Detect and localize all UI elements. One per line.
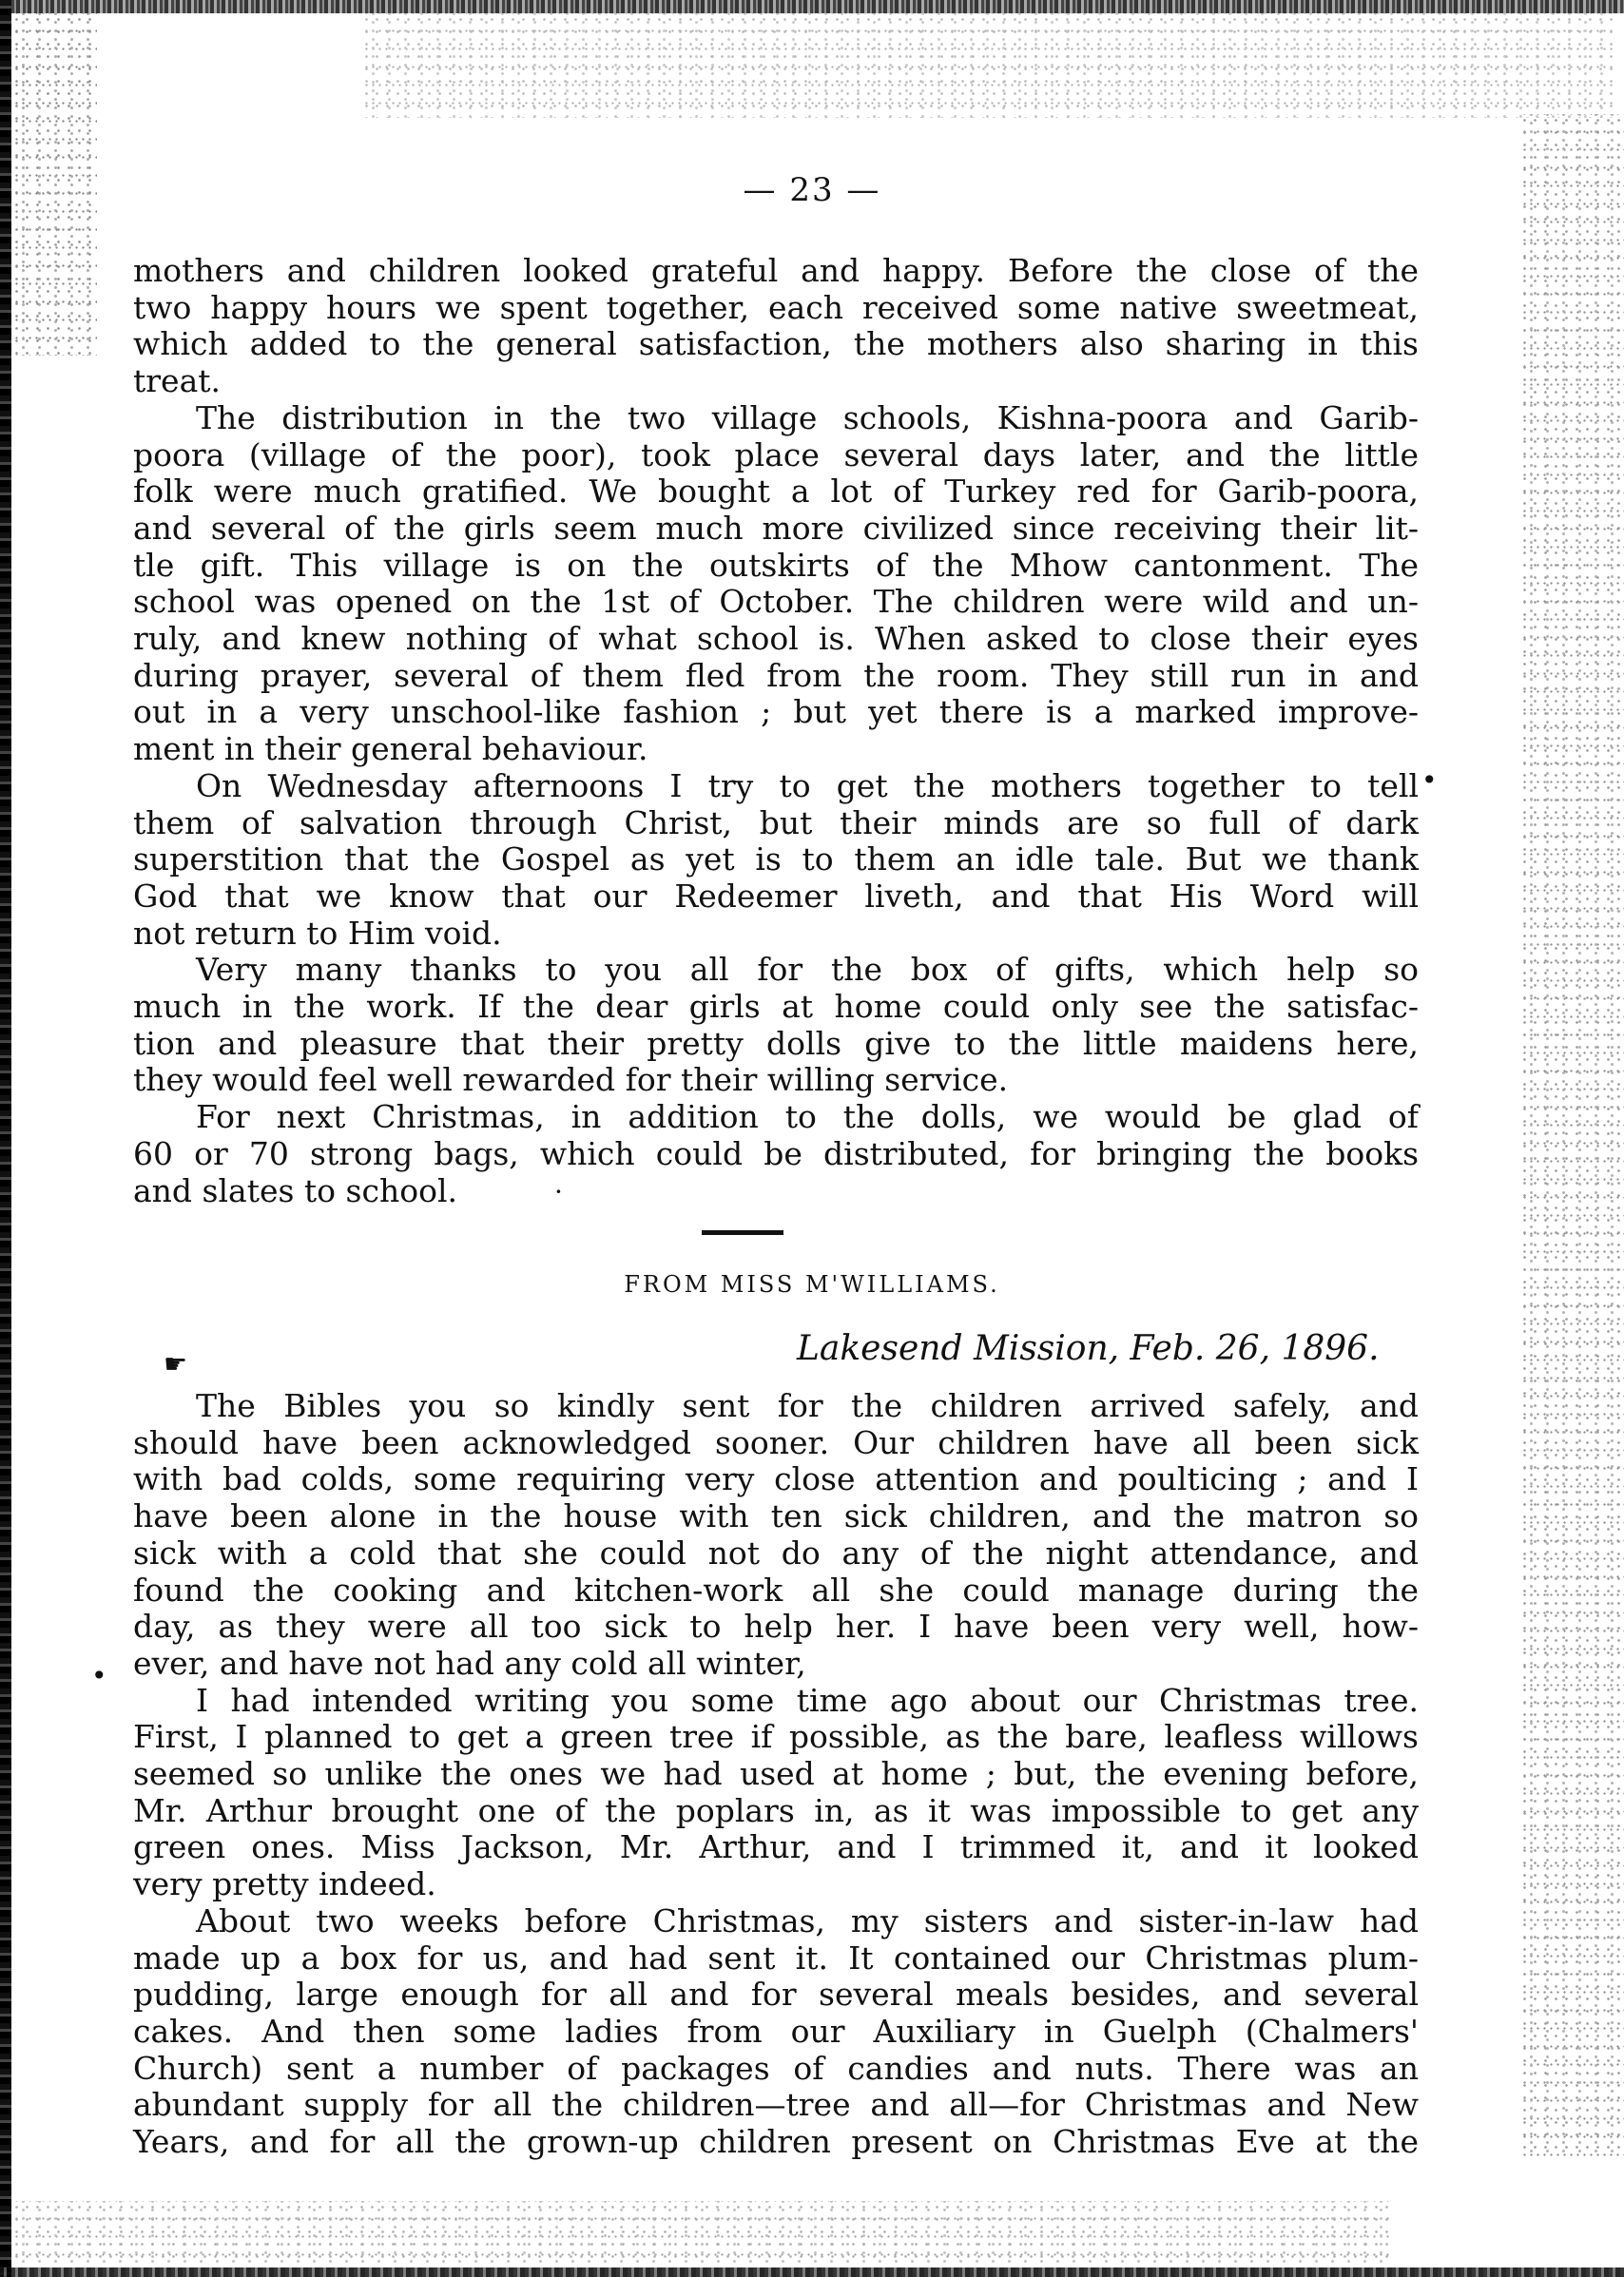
text-line: ever, and have not had any cold all winter, bbox=[133, 1644, 806, 1682]
text-line: them of salvation through Christ, but their minds are so full of dark bbox=[133, 803, 1419, 841]
text-line: much in the work. If the dear girls at home could only see the satisfac- bbox=[133, 988, 1419, 1026]
letter-body bbox=[133, 1388, 1419, 2161]
paragraph bbox=[133, 768, 1419, 953]
text-line: with bad colds, some requiring very close attention and poulticing ; and I bbox=[133, 1460, 1419, 1498]
letter-dateline: Lakesend Mission, Feb. 26, 1896. bbox=[797, 1329, 1380, 1368]
letter-body-continued bbox=[133, 253, 1419, 1209]
scan-noise-right bbox=[1519, 114, 1624, 2158]
text-line: out in a very unschool-like fashion ; but yet there is a marked improve- bbox=[133, 693, 1419, 731]
text-line: and several of the girls seem much more civilized since receiving their lit- bbox=[133, 509, 1419, 547]
text-line: should have been acknowledged sooner. Our children have all been sick bbox=[133, 1423, 1419, 1461]
text-line: Church) sent a number of packages of candies and nuts. There was an bbox=[133, 2049, 1419, 2087]
text-line: during prayer, several of them fled from the room. They still run in and bbox=[133, 656, 1419, 694]
paragraph bbox=[133, 952, 1419, 1099]
scan-edge-top bbox=[0, 0, 1624, 13]
text-line: ruly, and knew nothing of what school is. When asked to close their eyes bbox=[133, 620, 1419, 658]
section-heading: FROM MISS M'WILLIAMS. bbox=[624, 1271, 1000, 1298]
text-line: school was opened on the 1st of October. The children were wild and un- bbox=[133, 583, 1419, 621]
text-line: treat. bbox=[133, 362, 221, 400]
text-line: superstition that the Gospel as yet is to them an idle tale. But we thank bbox=[133, 840, 1419, 878]
paragraph bbox=[133, 400, 1419, 768]
text-line: Years, and for all the grown-up children present on Christmas Eve at the bbox=[133, 2123, 1419, 2161]
scan-edge-left bbox=[0, 0, 11, 2277]
text-line: sick with a cold that she could not do any of the night attendance, and bbox=[133, 1534, 1419, 1572]
paragraph bbox=[133, 1903, 1419, 2161]
section-divider bbox=[702, 1230, 783, 1235]
text-line: found the cooking and kitchen-work all she could manage during the bbox=[133, 1571, 1419, 1609]
text-line: I had intended writing you some time ago about our Christmas tree. bbox=[196, 1681, 1419, 1719]
text-line: First, I planned to get a green tree if possible, as the bare, leafless willows bbox=[133, 1718, 1419, 1756]
print-speck: • bbox=[91, 1660, 107, 1691]
text-line: not return to Him void. bbox=[133, 914, 502, 952]
text-line: they would feel well rewarded for their willing service. bbox=[133, 1061, 1009, 1099]
paragraph bbox=[133, 1683, 1419, 1903]
print-speck: • bbox=[1421, 764, 1438, 796]
text-line: poora (village of the poor), took place several days later, and the little bbox=[133, 435, 1419, 473]
text-line: and slates to school. bbox=[133, 1171, 457, 1209]
scan-noise-bottom bbox=[11, 2201, 1390, 2267]
text-line: which added to the general satisfaction, the mothers also sharing in this bbox=[133, 325, 1419, 363]
pointing-hand-icon: ☛ bbox=[164, 1348, 188, 1380]
print-speck: · bbox=[554, 1176, 563, 1207]
text-line: green ones. Miss Jackson, Mr. Arthur, and I trimmed it, and it looked bbox=[133, 1828, 1419, 1866]
scan-edge-bottom bbox=[0, 2267, 1624, 2277]
text-line: About two weeks before Christmas, my sisters and sister-in-law had bbox=[196, 1901, 1419, 1939]
text-line: pudding, large enough for all and for several meals besides, and several bbox=[133, 1976, 1419, 2014]
page-number: — 23 — bbox=[743, 171, 881, 209]
text-line: day, as they were all too sick to help her. I have been very well, how- bbox=[133, 1608, 1419, 1646]
text-line: very pretty indeed. bbox=[133, 1865, 436, 1903]
scan-noise-top bbox=[361, 13, 1616, 118]
text-line: abundant supply for all the children—tree and all—for Christmas and New bbox=[133, 2086, 1419, 2124]
text-line: tion and pleasure that their pretty dolls give to the little maidens here, bbox=[133, 1024, 1419, 1062]
paragraph bbox=[133, 1388, 1419, 1683]
text-line: seemed so unlike the ones we had used at home ; but, the evening before, bbox=[133, 1755, 1419, 1793]
text-line: mothers and children looked grateful and happy. Before the close of the bbox=[133, 252, 1419, 289]
text-line: have been alone in the house with ten sick children, and the matron so bbox=[133, 1497, 1419, 1535]
text-line: ment in their general behaviour. bbox=[133, 730, 648, 768]
text-line: For next Christmas, in addition to the dolls, we would be glad of bbox=[196, 1098, 1419, 1136]
text-line: folk were much gratified. We bought a lot of Turkey red for Garib-poora, bbox=[133, 473, 1419, 511]
text-line: tle gift. This village is on the outskirts of the Mhow cantonment. The bbox=[133, 546, 1419, 584]
text-line: cakes. And then some ladies from our Auxiliary in Guelph (Chalmers' bbox=[133, 2012, 1419, 2050]
text-line: Mr. Arthur brought one of the poplars in, as it was impossible to get any bbox=[133, 1791, 1419, 1829]
text-line: On Wednesday afternoons I try to get the mothers together to tell bbox=[196, 766, 1419, 804]
text-line: The Bibles you so kindly sent for the children arrived safely, and bbox=[196, 1387, 1419, 1424]
paragraph bbox=[133, 1099, 1419, 1209]
text-line: two happy hours we spent together, each received some native sweetmeat, bbox=[133, 288, 1419, 326]
text-line: made up a box for us, and had sent it. It contained our Christmas plum- bbox=[133, 1939, 1419, 1977]
text-line: Very many thanks to you all for the box of gifts, which help so bbox=[196, 951, 1419, 989]
paragraph bbox=[133, 253, 1419, 400]
text-line: The distribution in the two village schools, Kishna-poora and Garib- bbox=[196, 398, 1419, 436]
text-line: God that we know that our Redeemer liveth, and that His Word will bbox=[133, 877, 1419, 915]
text-line: 60 or 70 strong bags, which could be distributed, for bringing the books bbox=[133, 1134, 1419, 1172]
